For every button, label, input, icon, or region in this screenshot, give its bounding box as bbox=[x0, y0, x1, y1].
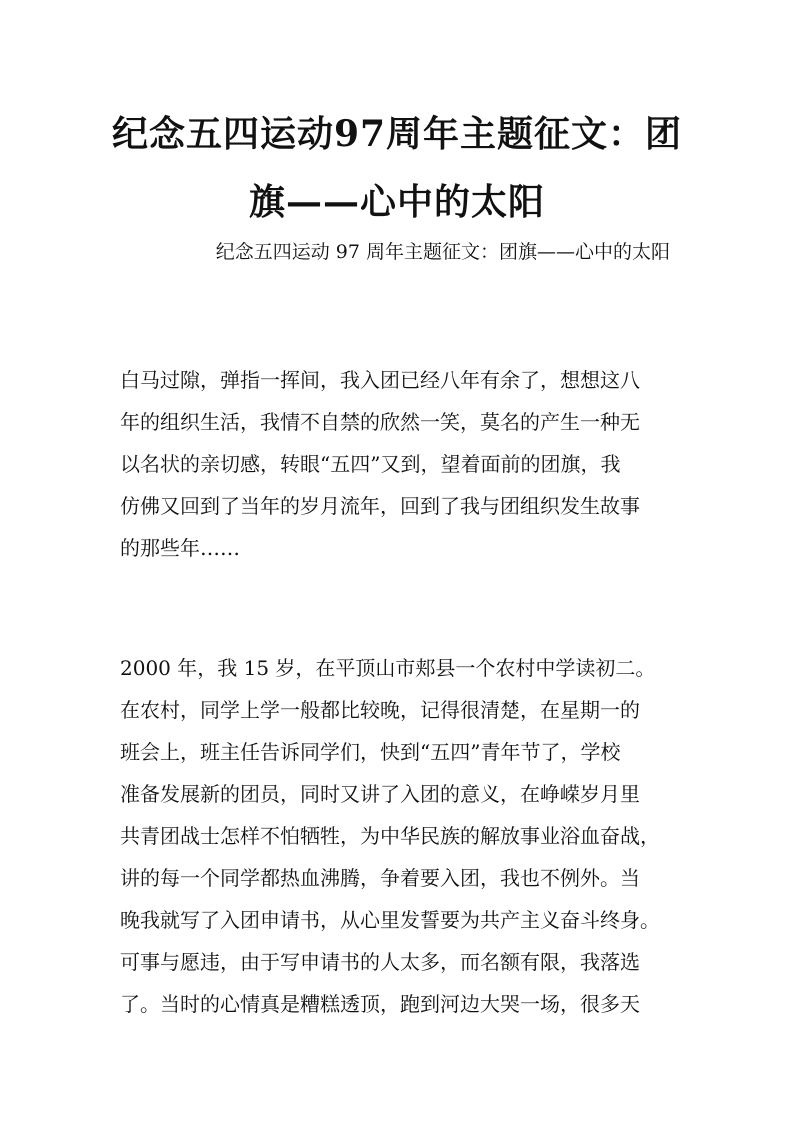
document-title: 纪念五四运动97周年主题征文：团旗——心中的太阳 bbox=[111, 113, 683, 223]
paragraph-line: 可事与愿违，由于写申请书的人太多，而名额有限，我落选 bbox=[120, 950, 640, 974]
paragraph-line: 讲的每一个同学都热血沸腾，争着要入团，我也不例外。当 bbox=[120, 866, 640, 890]
paragraph-line: 年的组织生活，我情不自禁的欣然一笑，莫名的产生一种无 bbox=[120, 410, 640, 434]
paragraph-line: 共青团战士怎样不怕牺牲，为中华民族的解放事业浴血奋战， bbox=[120, 824, 660, 848]
paragraph-line: 2000 年，我 15 岁，在平顶山市郏县一个农村中学读初二。 bbox=[120, 656, 656, 680]
paragraph-line: 仿佛又回到了当年的岁月流年，回到了我与团组织发生故事 bbox=[120, 494, 640, 518]
paragraph-line: 晚我就写了入团申请书，从心里发誓要为共产主义奋斗终身。 bbox=[120, 908, 660, 932]
paragraph-line: 以名状的亲切感，转眼“五四”又到，望着面前的团旗，我 bbox=[120, 452, 621, 476]
paragraph-line: 了。当时的心情真是糟糕透顶，跑到河边大哭一场，很多天 bbox=[120, 992, 640, 1016]
paragraph-1 bbox=[120, 359, 674, 569]
paragraph-line: 班会上，班主任告诉同学们，快到“五四”青年节了，学校 bbox=[120, 740, 621, 764]
paragraph-line: 白马过隙，弹指一挥间，我入团已经八年有余了，想想这八 bbox=[120, 368, 640, 392]
document-subtitle: 纪念五四运动 97 周年主题征文：团旗——心中的太阳 bbox=[215, 241, 670, 263]
paragraph-line: 准备发展新的团员，同时又讲了入团的意义，在峥嵘岁月里 bbox=[120, 782, 640, 806]
paragraph-line: 在农村，同学上学一般都比较晚，记得很清楚，在星期一的 bbox=[120, 698, 640, 722]
paragraph-2 bbox=[120, 647, 674, 1025]
paragraph-line: 的那些年…… bbox=[120, 536, 240, 560]
